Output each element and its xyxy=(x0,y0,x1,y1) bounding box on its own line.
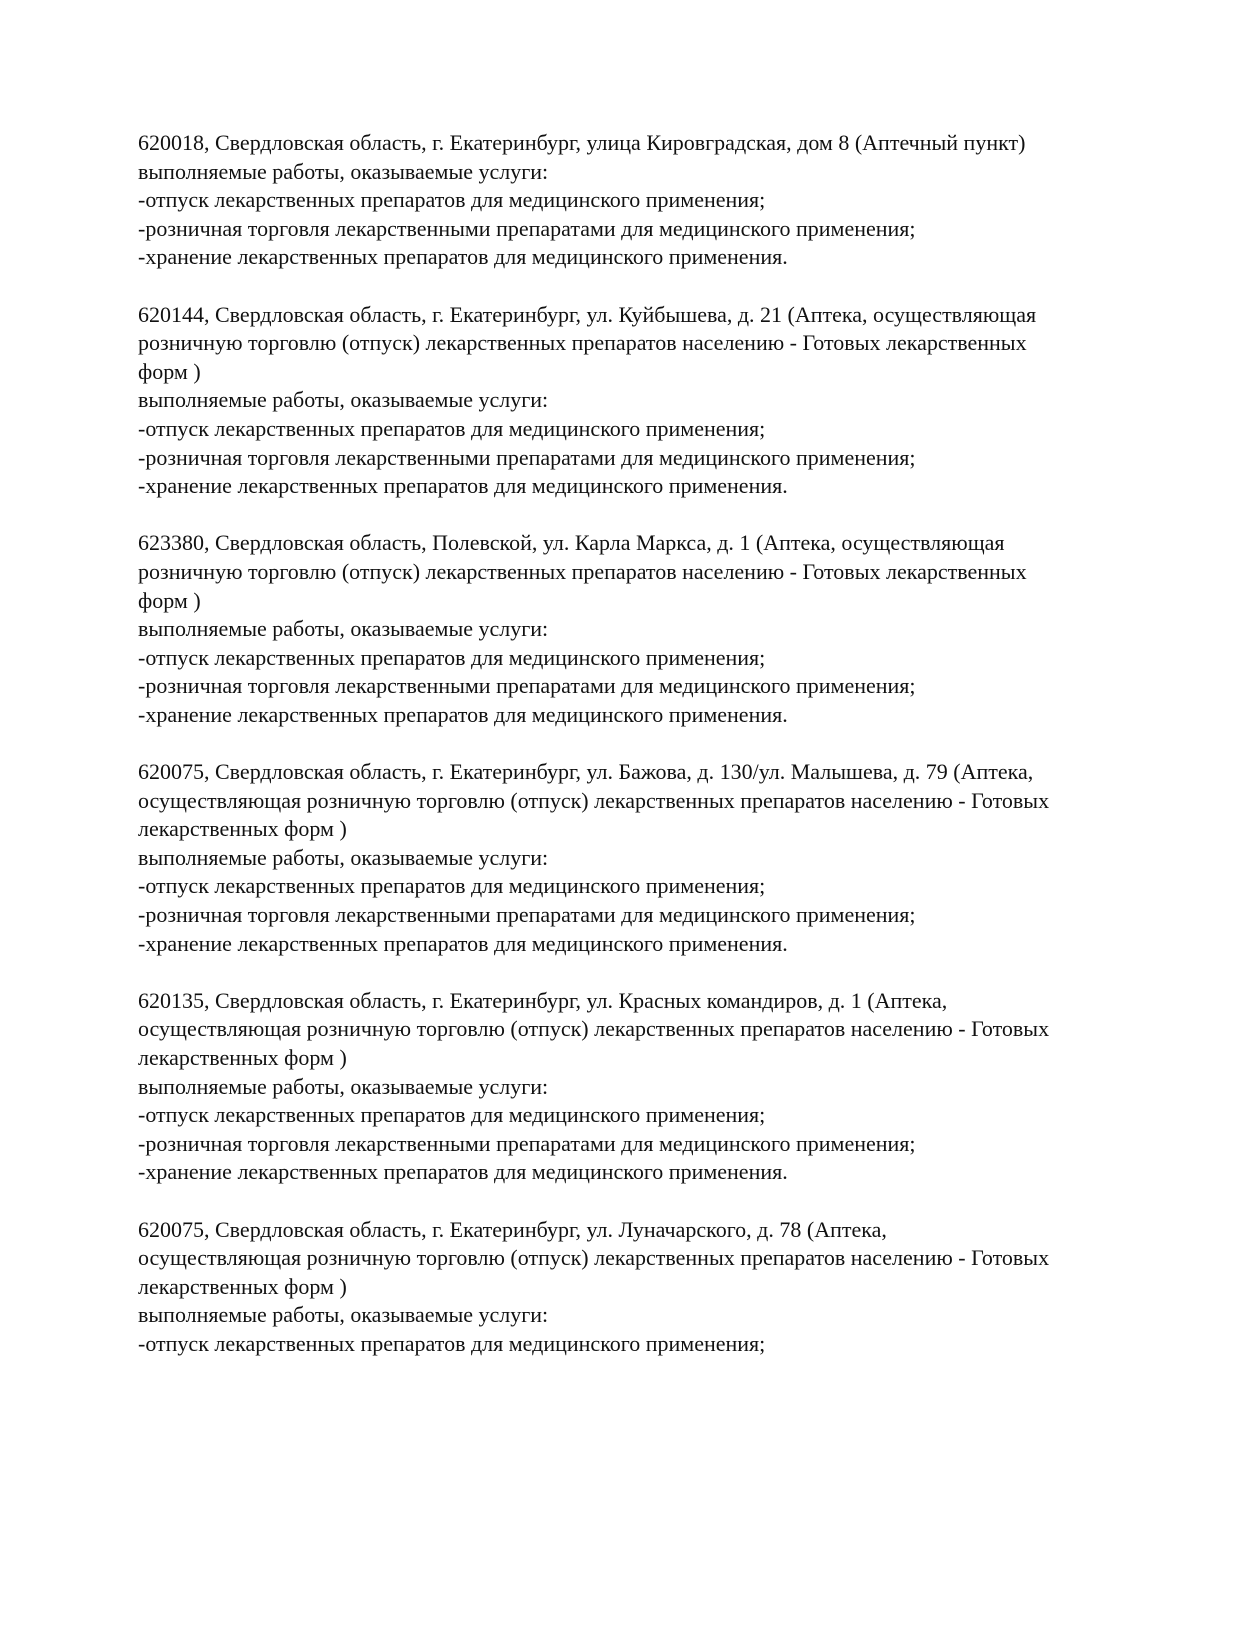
works-heading: выполняемые работы, оказываемые услуги: xyxy=(138,1302,549,1328)
service-item: -отпуск лекарственных препаратов для медицинского применения; xyxy=(138,187,766,213)
service-item: -розничная торговля лекарственными препаратами для медицинского применения; xyxy=(138,215,916,241)
service-item: -розничная торговля лекарственными препаратами для медицинского применения; xyxy=(138,1130,916,1156)
address-line: 620144, Свердловская область, г. Екатеринбург, ул. Куйбышева, д. 21 (Аптека, осуществляющая xyxy=(138,301,1037,327)
address-line: 620075, Свердловская область, г. Екатеринбург, ул. Бажова, д. 130/ул. Малышева, д. 79 (Аптека, xyxy=(138,759,1034,785)
service-item: -хранение лекарственных препаратов для медицинского применения. xyxy=(138,1159,788,1185)
pharmacy-entry xyxy=(138,529,1138,729)
works-heading: выполняемые работы, оказываемые услуги: xyxy=(138,158,549,184)
address-line: форм ) xyxy=(138,358,201,384)
service-item: -отпуск лекарственных препаратов для медицинского применения; xyxy=(138,415,766,441)
service-item: -хранение лекарственных препаратов для медицинского применения. xyxy=(138,701,788,727)
document-page xyxy=(138,129,1138,1387)
service-item: -отпуск лекарственных препаратов для медицинского применения; xyxy=(138,644,766,670)
address-line: осуществляющая розничную торговлю (отпуск) лекарственных препаратов населению - Готовых xyxy=(138,787,1050,813)
works-heading: выполняемые работы, оказываемые услуги: xyxy=(138,616,549,642)
address-line: лекарственных форм ) xyxy=(138,1045,347,1070)
service-item: -хранение лекарственных препаратов для медицинского применения. xyxy=(138,473,788,499)
service-item: -розничная торговля лекарственными препаратами для медицинского применения; xyxy=(138,673,916,699)
pharmacy-entry xyxy=(138,1216,1138,1359)
service-item: -отпуск лекарственных препаратов для медицинского применения; xyxy=(138,1102,766,1128)
address-line: 620018, Свердловская область, г. Екатеринбург, улица Кировградская, дом 8 (Аптечный пункт) xyxy=(138,130,1026,155)
service-item: -хранение лекарственных препаратов для медицинского применения. xyxy=(138,244,788,270)
address-line: розничную торговлю (отпуск) лекарственных препаратов населению - Готовых лекарственных xyxy=(138,330,1027,356)
address-line: осуществляющая розничную торговлю (отпуск) лекарственных препаратов населению - Готовых xyxy=(138,1016,1050,1042)
address-line: осуществляющая розничную торговлю (отпуск) лекарственных препаратов населению - Готовых xyxy=(138,1245,1050,1271)
works-heading: выполняемые работы, оказываемые услуги: xyxy=(138,1073,549,1099)
address-line: 623380, Свердловская область, Полевской, ул. Карла Маркса, д. 1 (Аптека, осуществляющая xyxy=(138,530,1005,556)
address-line: розничную торговлю (отпуск) лекарственных препаратов населению - Готовых лекарственных xyxy=(138,558,1027,584)
service-item: -отпуск лекарственных препаратов для медицинского применения; xyxy=(138,873,766,899)
address-line: форм ) xyxy=(138,587,201,613)
works-heading: выполняемые работы, оказываемые услуги: xyxy=(138,387,549,413)
pharmacy-entry xyxy=(138,129,1138,272)
pharmacy-entry xyxy=(138,301,1138,501)
pharmacy-entry xyxy=(138,758,1138,958)
pharmacy-entry xyxy=(138,987,1138,1187)
address-line: 620075, Свердловская область, г. Екатеринбург, ул. Луначарского, д. 78 (Аптека, xyxy=(138,1216,887,1242)
works-heading: выполняемые работы, оказываемые услуги: xyxy=(138,844,549,870)
service-item: -отпуск лекарственных препаратов для медицинского применения; xyxy=(138,1330,766,1356)
service-item: -розничная торговля лекарственными препаратами для медицинского применения; xyxy=(138,902,916,928)
address-line: лекарственных форм ) xyxy=(138,1273,347,1299)
service-item: -хранение лекарственных препаратов для медицинского применения. xyxy=(138,930,788,956)
address-line: лекарственных форм ) xyxy=(138,816,347,842)
service-item: -розничная торговля лекарственными препаратами для медицинского применения; xyxy=(138,444,916,470)
address-line: 620135, Свердловская область, г. Екатеринбург, ул. Красных командиров, д. 1 (Аптека, xyxy=(138,987,948,1013)
